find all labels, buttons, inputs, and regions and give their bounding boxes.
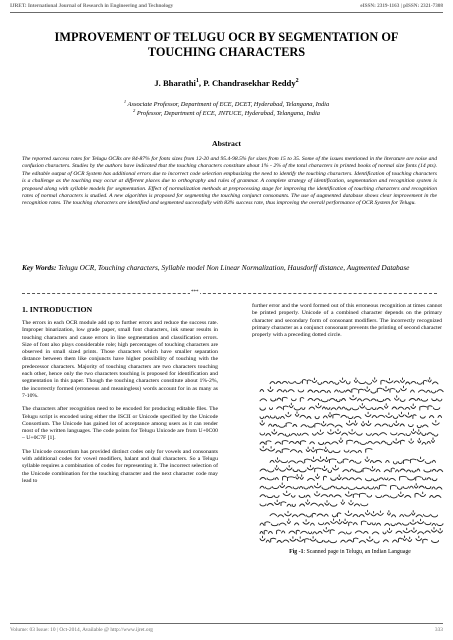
scanned-text-image — [256, 374, 444, 546]
abstract-heading: Abstract — [211, 139, 241, 148]
left-column — [22, 320, 218, 491]
figure-caption — [256, 549, 444, 555]
affiliation-mark: 1 — [123, 99, 127, 104]
author-separator: , — [198, 78, 204, 88]
scanned-telugu-page-figure — [256, 374, 444, 546]
divider-mark: *** — [191, 290, 199, 295]
keywords-label: Key Words: — [22, 263, 57, 272]
paragraph: The characters after recognition need to be encoded for producing editable files. The Telugu script is encoded using either the ISCII or Unicode specified by the Unicode Consortium. The Unicode has gained lot of acceptance among users as it can render most of the written languages. The code points for Telugu Unicode are from U+0C00 – U+0C7F [1]. — [22, 406, 218, 442]
journal-name: IJRET: International Journal of Research in Engineering and Technology — [10, 3, 174, 9]
keywords — [22, 262, 437, 274]
section-heading: 1. INTRODUCTION — [22, 305, 93, 314]
affiliation — [20, 107, 433, 118]
footer-rule — [10, 623, 443, 624]
author-affil-mark: 1 — [195, 78, 199, 85]
running-header — [10, 3, 443, 9]
figure-caption-text: : Scanned page in Telugu, an Indian Language — [303, 549, 411, 555]
volume-info: Volume: 03 Issue: 10 | Oct-2014, Available @ http://www.ijret.org — [10, 627, 153, 633]
author-affil-mark: 2 — [295, 78, 299, 85]
keywords-text: Telugu OCR, Touching characters, Syllable model Non Linear Normalization, Hausdorff distance, Augmented Database — [56, 263, 410, 272]
author-name: P. Chandrasekhar Reddy — [203, 78, 296, 88]
page-number: 333 — [434, 627, 443, 633]
author-name: J. Bharathi — [154, 78, 196, 88]
paper-title: IMPROVEMENT OF TELUGU OCR BY SEGMENTATION OF TOUCHING CHARACTERS — [54, 30, 399, 59]
issn: eISSN: 2319-1163 | pISSN: 2321-7308 — [360, 3, 443, 9]
figure-label: Fig -1 — [289, 549, 304, 555]
running-footer — [10, 627, 443, 633]
right-column — [252, 303, 442, 345]
paragraph: The errors in each OCR module add up to further errors and reduce the success rate. Improper binarization, low grade paper, small font characters, ink smear results in touching characters and cause errors in line segmentation and classification errors. Size of font also plays considerable role; high percentages of touching characters are observed in small sized prints. Those characters which have smaller separation distance between them like conjuncts have higher possibility of touching with the predecessor characters. Majority of touching characters are two characters touching each other, hence only the two characters touching is proposed for identification and segmentation in this paper. Though the touching characters constitute about 1%-2%, the incorrectly formed (erroneous and meaningless) words account for in as many as 7-10%. — [22, 320, 218, 399]
abstract-body: The reported success rates for Telugu OCRs are 84-87% for fonts sizes from 12-20 and 95.4-98.5% for sizes from 15 to 35. Some of the issues mentioned in the literature are noise and confusion characters. Studies by the authors have indicated that the touching characters constitute about 1% - 2% of the total characters in printed books of normal size fonts (14 pts). The editable output of OCR System has additional errors due to incorrect code selection emphasizing the need to identify the touching characters. Identification of touching characters is a challenge as the touching may occur at different places due to orthography and rules of grammar. A complete strategy of identification, segmentation and recognition system is proposed along with syllable models for segmentation. Effect of normalization methods at preprocessing stage for improving the identification of touching characters and recognition rates of normal characters is studied. A new algorithm is proposed for segmenting the touching conjunct consonants. The use of augmented database shows clear improvement in the recognition rates. The touching characters are identified and segmented successfully with 83% success rate, thus improving the overall performance of OCR System for Telugu. — [22, 156, 437, 207]
header-rule — [10, 12, 443, 13]
affiliation-mark: 2 — [133, 108, 136, 113]
section-divider — [22, 293, 437, 294]
affiliation-text: Professor, Department of ECE, JNTUCE, Hyderabad, Telangana, India — [135, 110, 320, 118]
paragraph: The Unicode consortium has provided distinct codes only for vowels and consonants with additional codes for vowel modifiers, halant and dual characters. So a Telugu syllable requires a combination of codes for representing it. The incorrect selection of the Unicode combination for the touching character and the next character code may lead to — [22, 448, 218, 484]
affiliation-text: Associate Professor, Department of ECE, DCET, Hyderabad, Telangana, India — [126, 101, 330, 109]
paragraph: further error and the word formed out of this erroneous recognition at times cannot be printed properly. Unicode of a combined character depends on the primary character and secondary form of consonant modifiers. The incorrectly recognized primary character as a conjunct consonant prevents the printing of second character properly with a preceding dotted circle. — [252, 303, 442, 339]
author-line — [20, 78, 433, 88]
